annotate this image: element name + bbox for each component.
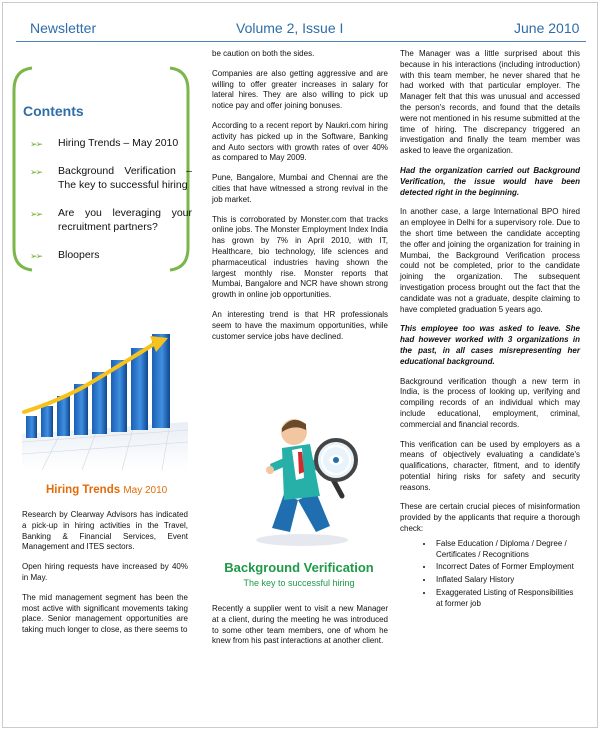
arrow-bullet-icon: ➢➢ [30,139,42,149]
toc-item[interactable] [30,206,192,234]
list-item: • Exaggerated Listing of Responsibilities at former job [434,588,580,610]
left-column-text [22,510,188,645]
contents-title: Contents [23,103,84,119]
masthead [0,0,600,44]
hiring-trends-paragraph: The mid management segment has been the most active with significant movements taking place. Senior management opportunities are taking much longer to close, as there seems to [22,592,188,635]
arrow-bullet-icon: ➢➢ [30,167,42,177]
bv-intro-paragraph: Recently a supplier went to visit a new Manager at a client, during the meeting he was introduced to some other team members, one of whom he knew from his past interactions at another client. [212,604,388,646]
growth-chart-illustration [22,330,188,470]
magnifying-glass-man-illustration [232,408,372,548]
toc-item-label: Background Verification – The key to successful hiring [58,165,192,191]
header-rule [16,41,586,42]
hiring-trends-heading [46,484,167,496]
toc-item-label: Bloopers [58,249,100,261]
background-verification-subheading: The key to successful hiring [243,578,355,588]
toc-item[interactable] [30,164,192,192]
background-verification-intro [212,604,388,656]
right-column-text [400,49,580,612]
newsletter-label: Newsletter [30,20,97,36]
right-paragraph-emphasis: This employee too was asked to leave. She had however worked with 3 organizations in the past, in all cases misrepresenting her educational background. [400,324,580,366]
middle-paragraph: Pune, Bangalore, Mumbai and Chennai are the cities that have witnessed a strong revival in the job market. [212,173,388,204]
middle-paragraph: This is corroborated by Monster.com that tracks online jobs. The Monster Employment Index India has grown by 7% in April 2010, with IT, Healthcare, bio technology, life sciences and pharmaceutical industries having shown the largest monthly rise. Monster reports that Mumbai, Bangalore and NCR have shown strong growth in online job opportunities. [212,214,388,300]
toc-item-label: Hiring Trends – May 2010 [58,137,179,149]
middle-paragraph: According to a recent report by Naukri.com hiring activity has picked up in the Software, Banking and Auto sectors with growth rates of over 40% as compared to May 2009. [212,120,388,163]
contents-box [10,66,192,272]
arrow-bullet-icon: ➢➢ [30,209,42,219]
middle-paragraph: be caution on both the sides. [212,49,315,58]
right-paragraph: The Manager was a little surprised about this because in his interactions (including introduction) with this team member, he never shared that he had worked with that particular employer. The Manager felt that this was unusual and accessed the person's records, and found that the details were not mentioned in his resume submitted at the time of hiring. The discrepancy triggered an investigation and finally the team member was asked to leave the organization. [400,49,580,156]
right-paragraph: Background verification though a new term in India, is the process of looking up, verifying and compiling records of an individual which may include educational, employment, criminal, commercial and financial records. [400,376,580,429]
misinformation-list [434,539,580,610]
right-paragraph: This verification can be used by employers as a means of objectively evaluating a candidate's qualifications, character, fitment, and to identify potential hiring risks for safety and security reasons. [400,439,580,492]
issue-date: June 2010 [514,20,580,36]
right-paragraph-emphasis: Had the organization carried out Background Verification, the issue would have been detected right in the beginning. [400,165,580,197]
arrow-bullet-icon: ➢➢ [30,251,42,261]
background-verification-heading: Background Verification [224,560,374,575]
volume-issue: Volume 2, Issue I [236,20,344,36]
toc-item[interactable] [30,136,192,150]
list-item: • Inflated Salary History [434,575,580,586]
hiring-trends-date: May 2010 [123,485,168,496]
middle-column-text [212,49,388,351]
hiring-trends-title: Hiring Trends [46,484,121,496]
bar-chart-icon [22,330,188,470]
hiring-trends-paragraph: Research by Clearway Advisors has indicated a pick-up in hiring activities in the Travel, Banking & Financial Services, Event Management and ITES sectors. [22,510,188,552]
toc-item-label: Are you leveraging your recruitment partners? [58,207,192,233]
middle-paragraph: Companies are also getting aggressive and are willing to offer greater increases in salary for lateral hires. They are also willing to pick up notice pay and offer joining bonuses. [212,68,388,111]
hiring-trends-paragraph: Open hiring requests have increased by 40% in May. [22,562,188,582]
right-paragraph: In another case, a large International BPO hired an employee in Delhi for a supervisory role. Due to the short time between the candidate accepting the offer and joining the organization for training in Mumbai, the Background Verification process could not be completed, prior to the candidate joining the organization. The subsequent investigation process brought out the fact that the candidate was not a graduate, despite claiming to have completed graduation 5 years ago. [400,207,580,314]
toc-list [30,136,192,276]
toc-item[interactable] [30,248,192,262]
list-item: • False Education / Diploma / Degree / Certificates / Recognitions [434,539,580,561]
right-paragraph: These are certain crucial pieces of misinformation provided by the applicants that require a thorough check: [400,502,580,534]
middle-paragraph: An interesting trend is that HR professionals seem to have the maximum opportunities, while customer service jobs have declined. [212,309,388,341]
list-item: • Incorrect Dates of Former Employment [434,562,580,573]
magnifier-figure-icon [232,408,372,548]
